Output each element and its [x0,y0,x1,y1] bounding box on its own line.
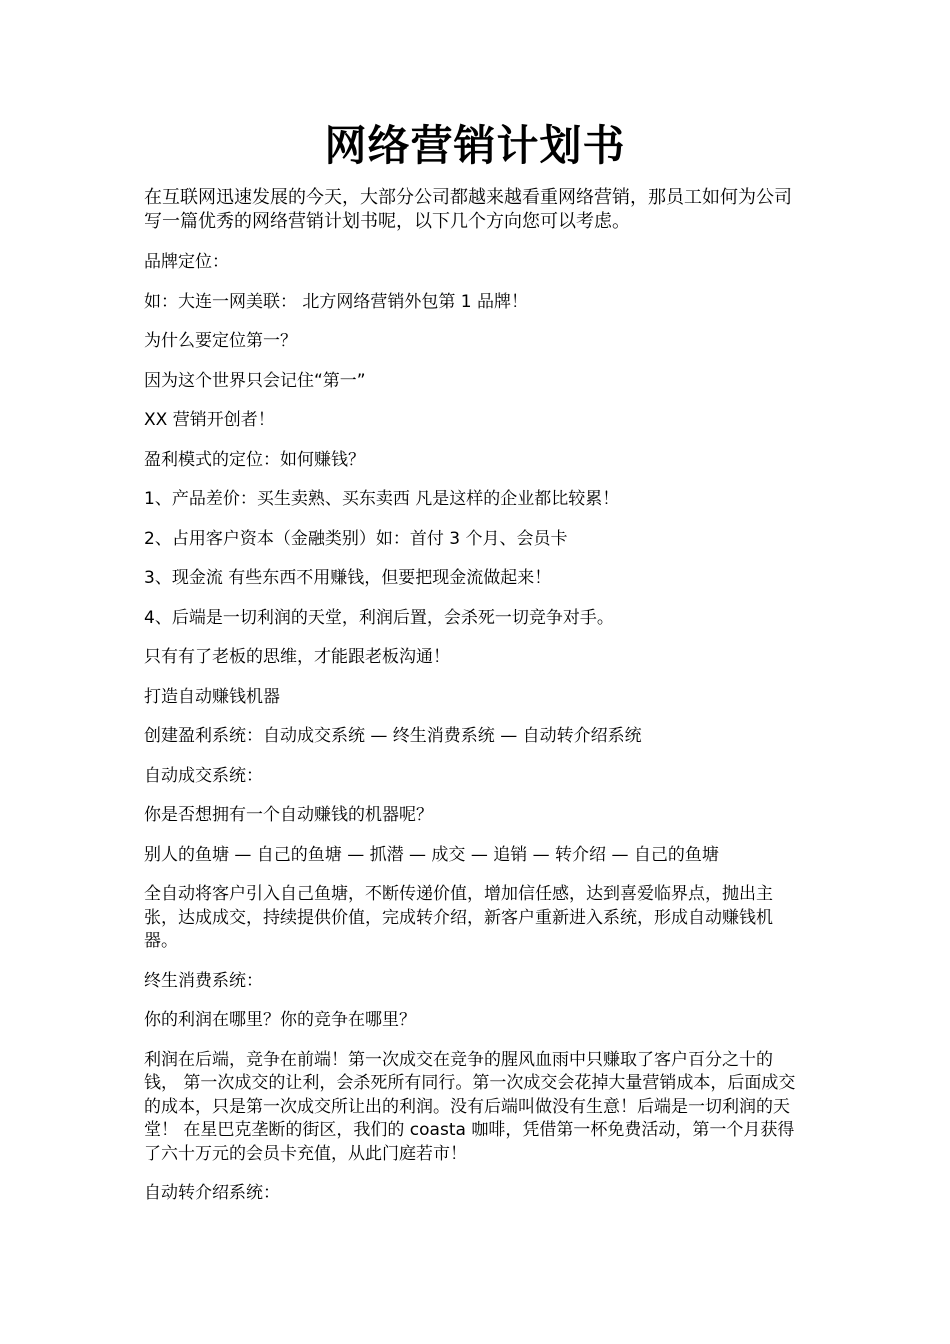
paragraph: 利润在后端，竞争在前端！第一次成交在竞争的腥风血雨中只赚取了客户百分之十的钱， 第一次成交的让利，会杀死所有同行。第一次成交会花掉大量营销成本，后面成交的成本，只是第一次成交所让出的利润。没有后端叫做没有生意！后端是一切利润的天堂！ 在星巴克垄断的街区，我们的 coasta 咖啡，凭借第一杯免费活动，第一个月获得了六十万元的会员卡充值，从此门庭若市！ [144,1049,796,1164]
intro-paragraph: 在互联网迅速发展的今天，大部分公司都越来越看重网络营销，那员工如何为公司写一篇优秀的网络营销计划书呢，以下几个方向您可以考虑。 [144,187,792,232]
paragraph: 别人的鱼塘 — 自己的鱼塘 — 抓潜 — 成交 — 追销 — 转介绍 — 自己的鱼塘 [144,844,719,865]
list-item: 4、后端是一切利润的天堂，利润后置，会杀死一切竞争对手。 [144,607,614,628]
document-title: 网络营销计划书 [324,121,626,170]
paragraph: 为什么要定位第一？ [144,331,297,351]
paragraph-profit-model-heading: 盈利模式的定位：如何赚钱？ [144,449,365,470]
paragraph: 只有有了老板的思维，才能跟老板沟通！ [144,647,450,667]
paragraph: 创建盈利系统：自动成交系统 — 终生消费系统 — 自动转介绍系统 [144,726,642,746]
paragraph-auto-deal-heading: 自动成交系统： [144,765,263,786]
paragraph-brand-positioning-heading: 品牌定位： [144,252,229,272]
paragraph: XX 营销开创者！ [144,410,275,430]
paragraph: 如：大连一网美联： 北方网络营销外包第 1 品牌！ [144,291,529,312]
paragraph-lifetime-consumption-heading: 终生消费系统： [144,970,263,991]
paragraph: 全自动将客户引入自己鱼塘，不断传递价值，增加信任感，达到喜爱临界点，抛出主张，达成成交，持续提供价值，完成转介绍，新客户重新进入系统，形成自动赚钱机器。 [144,884,773,951]
paragraph-auto-referral-heading: 自动转介绍系统： [144,1183,280,1203]
paragraph: 因为这个世界只会记住“第一” [144,370,366,391]
list-item: 1、产品差价：买生卖熟、买东卖西 凡是这样的企业都比较累！ [144,489,620,509]
paragraph-money-machine-heading: 打造自动赚钱机器 [144,686,280,707]
list-item: 2、占用客户资本（金融类别）如：首付 3 个月、会员卡 [144,528,568,549]
paragraph: 你是否想拥有一个自动赚钱的机器呢？ [144,805,433,825]
list-item: 3、现金流 有些东西不用赚钱，但要把现金流做起来！ [144,568,552,588]
document-body [144,186,804,1222]
paragraph: 你的利润在哪里？你的竞争在哪里？ [144,1010,416,1030]
